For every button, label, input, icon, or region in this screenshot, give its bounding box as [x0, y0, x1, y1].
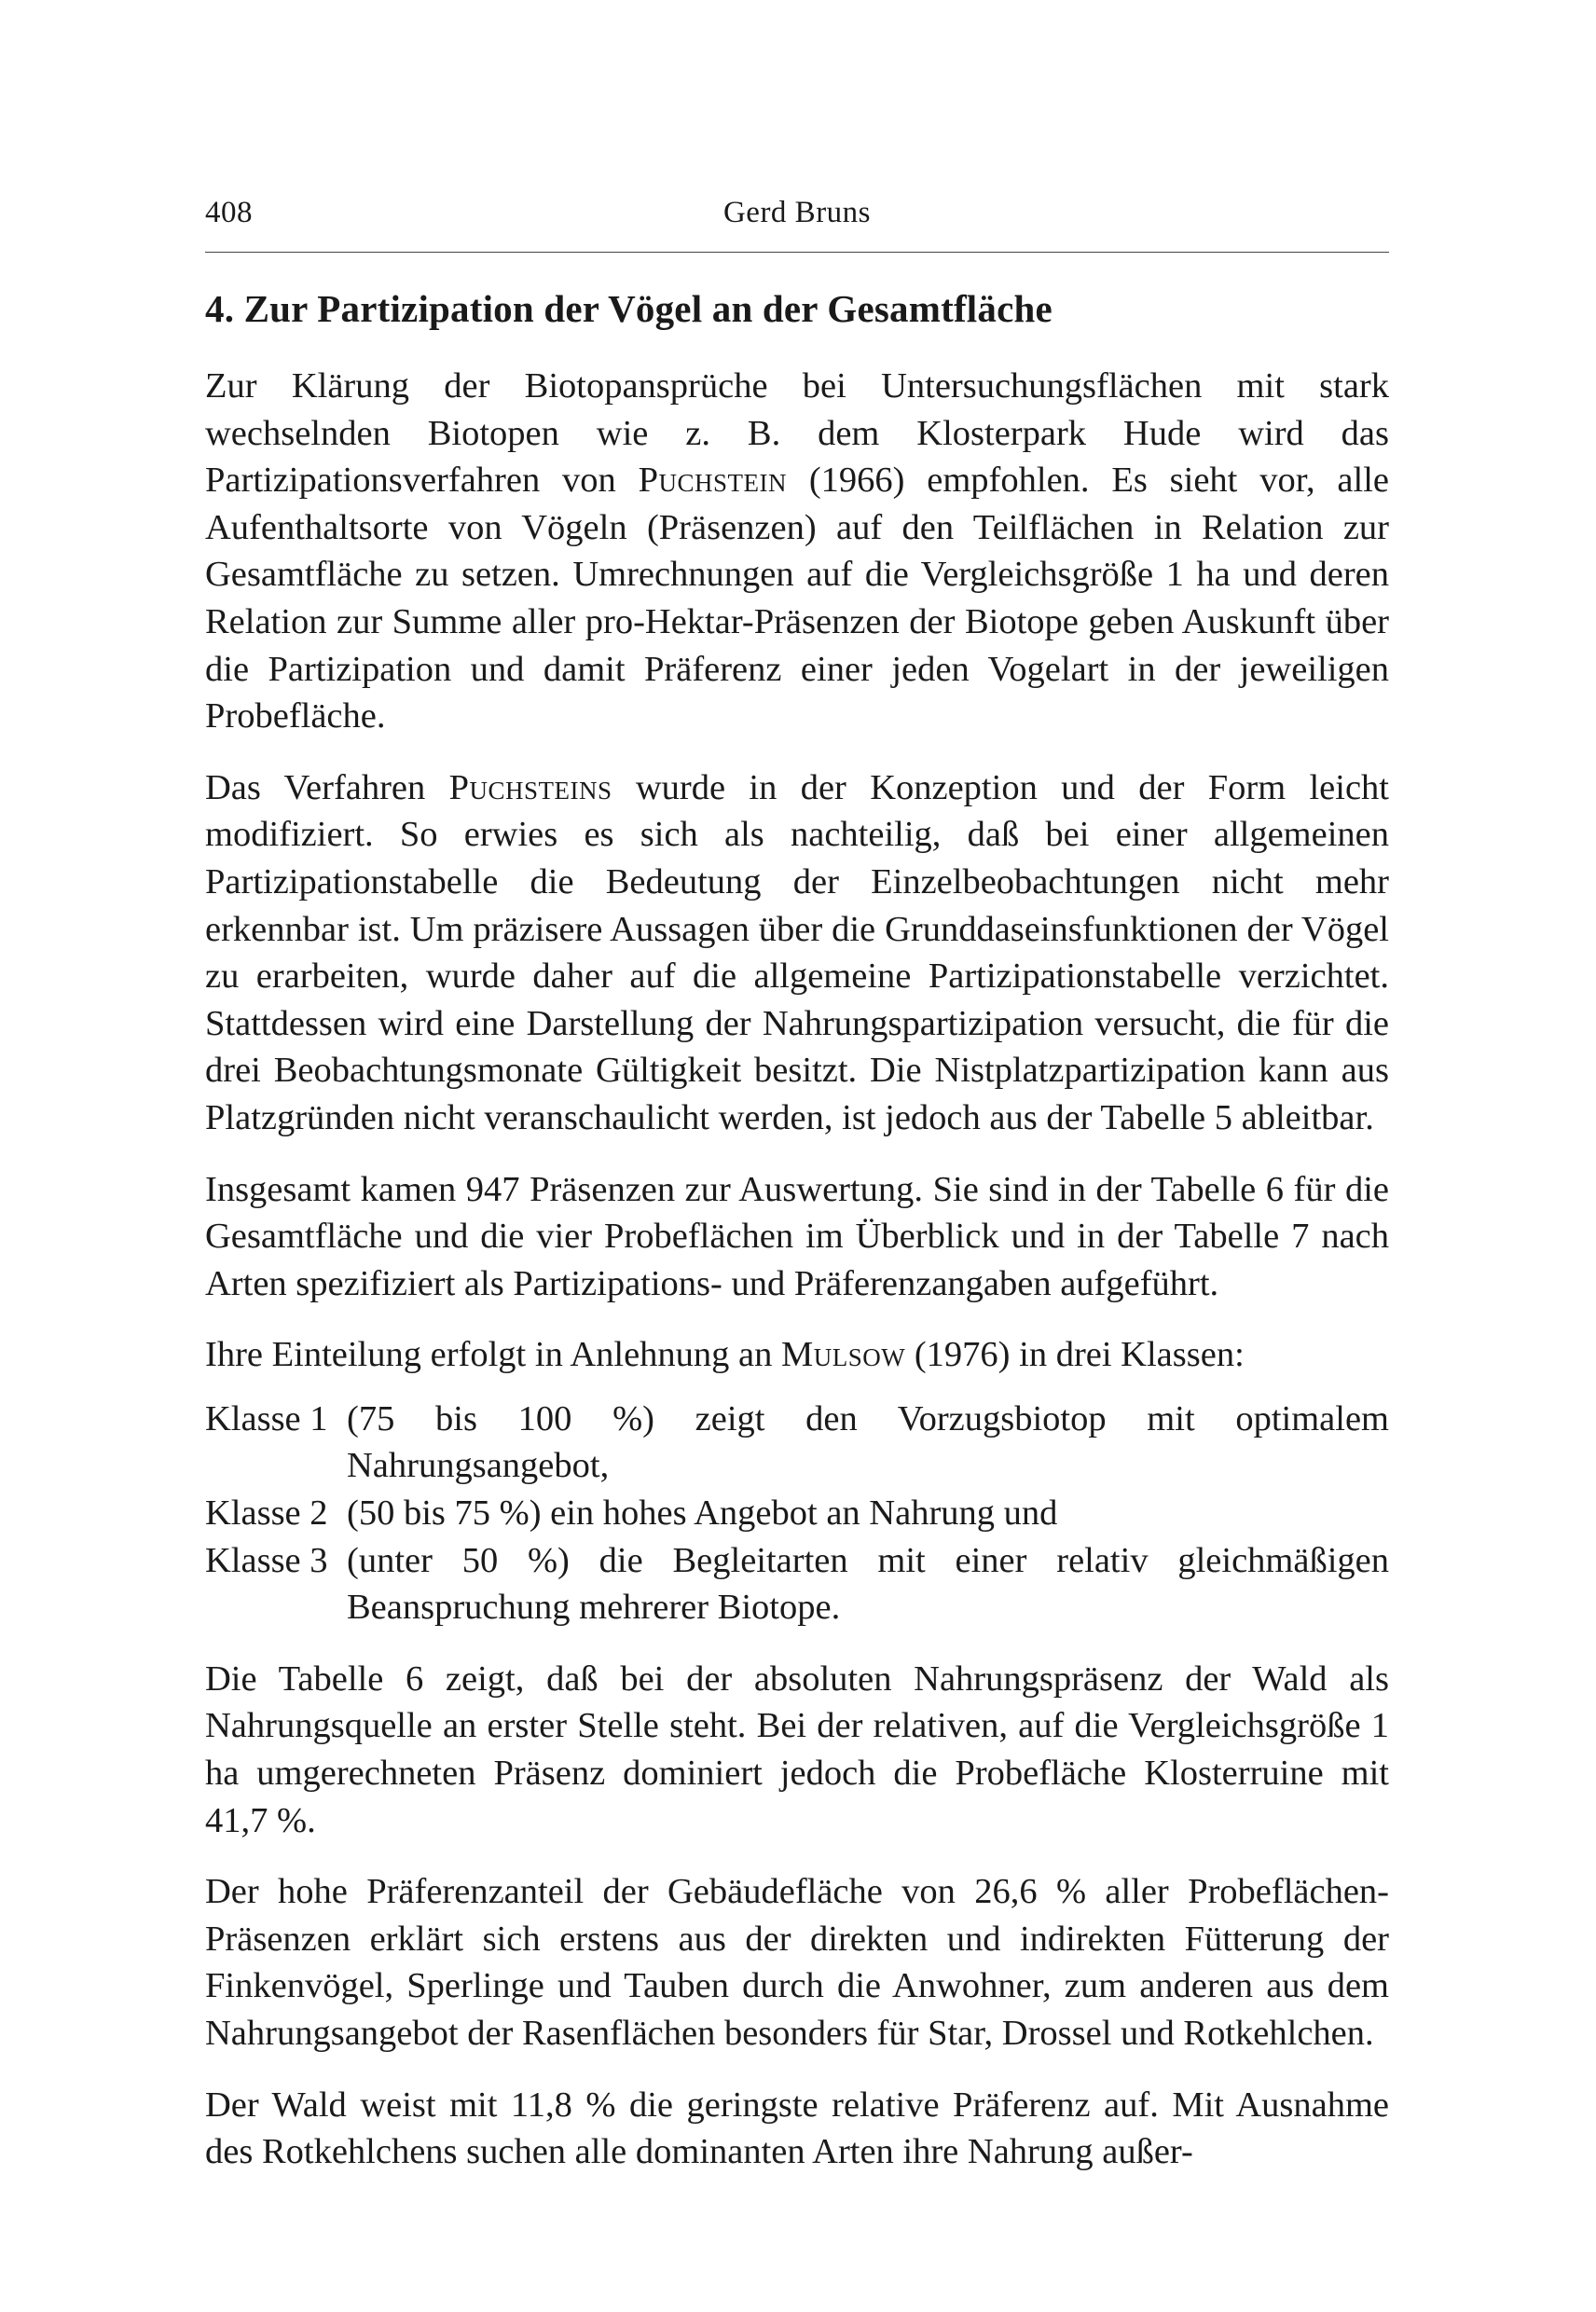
- author-citation-mulsow: Mulsow: [781, 1335, 906, 1375]
- page-number: 408: [205, 196, 253, 229]
- class-label: Klasse 1: [205, 1398, 328, 1438]
- class-description: (50 bis 75 %) ein hohes Angebot an Nahrung und: [347, 1493, 1058, 1534]
- class-description: (unter 50 %) die Begleitarten mit einer relativ gleichmäßigen Beanspruchung mehrerer Biotope.: [347, 1540, 1389, 1628]
- class-list: [205, 1396, 1389, 1631]
- author-citation-puchsteins: Puchsteins: [448, 767, 612, 807]
- running-head-author: Gerd Bruns: [722, 196, 872, 229]
- paragraph-1-text-a: Zur Klärung der Biotopansprüche bei Untersuchungsflächen mit stark wechselnden Biotopen wie z. B. dem Klosterpark Hude wird das Partizipationsverfahren von: [205, 366, 1389, 501]
- header-rule: [205, 252, 1389, 253]
- paragraph-3: Insgesamt kamen 947 Präsenzen zur Auswertung. Sie sind in der Tabelle 6 für die Gesamtfläche und die vier Probeflächen im Überblick und in der Tabelle 7 nach Arten spezifiziert als Partizipations- und Präferenzangaben aufgeführt.: [205, 1169, 1389, 1303]
- class-item: [205, 1490, 1389, 1537]
- paragraph-7: Der Wald weist mit 11,8 % die geringste relative Präferenz auf. Mit Ausnahme des Rotkehlchens suchen alle dominanten Arten ihre Nahrung außer-: [205, 2085, 1389, 2172]
- paragraph-2-text-a: Das Verfahren: [205, 767, 449, 807]
- class-label: Klasse 2: [205, 1493, 328, 1534]
- paragraph-4: [205, 1331, 1389, 1379]
- author-citation-puchstein: Puchstein: [638, 461, 787, 501]
- paragraph-4-text-b: (1976) in drei Klassen:: [905, 1335, 1245, 1375]
- class-description: (75 bis 100 %) zeigt den Vorzugsbiotop mit optimalem Nahrungsangebot,: [347, 1398, 1389, 1486]
- class-item: [205, 1537, 1389, 1631]
- paragraph-1-text-b: (1966) empfohlen. Es sieht vor, alle Aufenthaltsorte von Vögeln (Präsenzen) auf den Teilflächen in Relation zur Gesamtfläche zu setzen. Umrechnungen auf die Vergleichsgröße 1 ha und deren Relation zur Summe aller pro-Hektar-Präsenzen der Biotope geben Auskunft über die Partizipation und damit Präferenz einer jeden Vogelart in der jeweiligen Probefläche.: [205, 461, 1389, 736]
- paragraph-6: Der hohe Präferenzanteil der Gebäudefläche von 26,6 % aller Probeflächen-Präsenzen erklärt sich erstens aus der direkten und indirekten Fütterung der Finkenvögel, Sperlinge und Tauben durch die Anwohner, zum anderen aus dem Nahrungsangebot der Rasenflächen besonders für Star, Drossel und Rotkehlchen.: [205, 1872, 1389, 2053]
- paragraph-1: [205, 363, 1389, 740]
- section-heading: 4. Zur Partizipation der Vögel an der Gesamtfläche: [205, 287, 1053, 330]
- paragraph-4-text-a: Ihre Einteilung erfolgt in Anlehnung an: [205, 1335, 781, 1375]
- paragraph-2: [205, 764, 1389, 1142]
- running-head: [205, 186, 1389, 237]
- class-label: Klasse 3: [205, 1540, 328, 1580]
- paragraph-2-text-b: wurde in der Konzeption und der Form leicht modifiziert. So erwies es sich als nachteilig, daß bei einer allgemeinen Partizipationstabelle die Bedeutung der Einzelbeobachtungen nicht mehr erkennbar ist. Um präzisere Aussagen über die Grunddaseinsfunktionen der Vögel zu erarbeiten, wurde daher auf die allgemeine Partizipationstabelle verzichtet. Stattdessen wird eine Darstellung der Nahrungspartizipation versucht, die für die drei Beobachtungsmonate Gültigkeit besitzt. Die Nistplatzpartizipation kann aus Platzgründen nicht veranschaulicht werden, ist jedoch aus der Tabelle 5 ableitbar.: [205, 767, 1389, 1137]
- paragraph-5: Die Tabelle 6 zeigt, daß bei der absoluten Nahrungspräsenz der Wald als Nahrungsquelle an erster Stelle steht. Bei der relativen, auf die Vergleichsgröße 1 ha umgerechneten Präsenz dominiert jedoch die Probefläche Klosterruine mit 41,7 %.: [205, 1658, 1389, 1840]
- page: [205, 186, 1389, 2200]
- class-item: [205, 1396, 1389, 1490]
